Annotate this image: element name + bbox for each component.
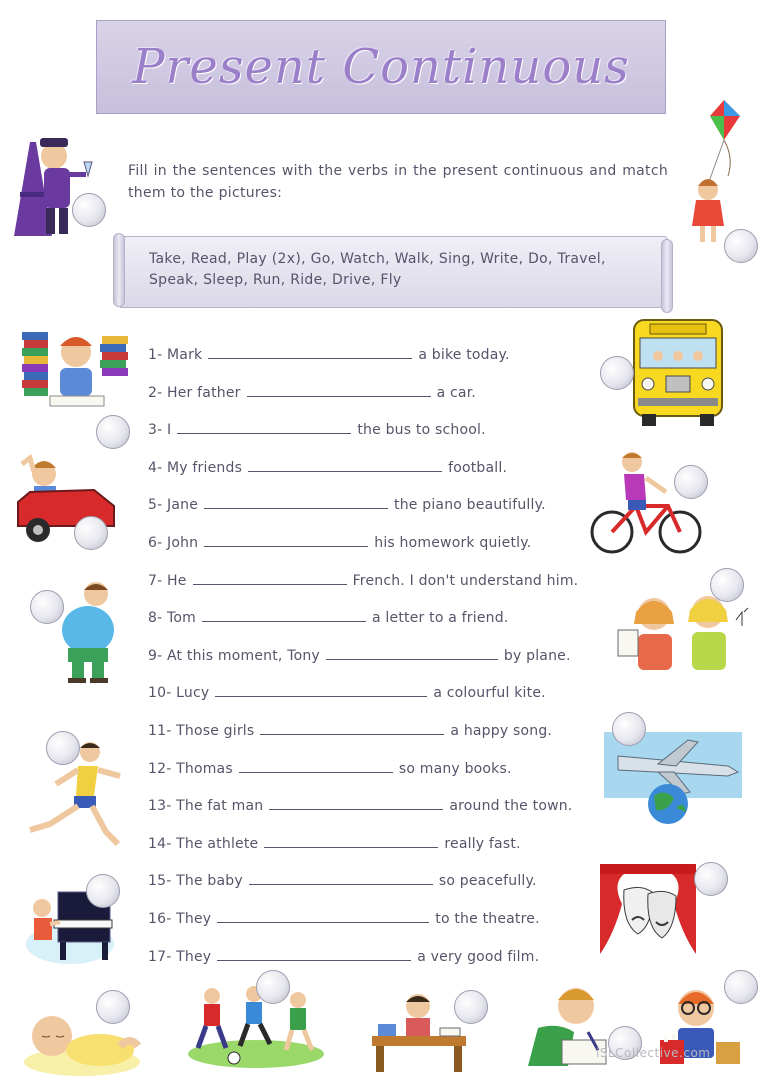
answer-blank[interactable] bbox=[249, 870, 433, 885]
match-circle[interactable] bbox=[600, 356, 634, 390]
match-circle[interactable] bbox=[72, 193, 106, 227]
title-banner bbox=[96, 20, 666, 114]
sentence-16 bbox=[148, 907, 618, 945]
match-circle[interactable] bbox=[724, 970, 758, 1004]
sentence-15 bbox=[148, 869, 618, 907]
word-bank-scroll bbox=[118, 236, 668, 308]
answer-blank[interactable] bbox=[247, 382, 431, 397]
answer-blank[interactable] bbox=[239, 758, 393, 773]
answer-blank[interactable] bbox=[248, 457, 442, 472]
sentence-suffix: a bike today. bbox=[418, 347, 510, 363]
fat-man-walking-illustration bbox=[60, 578, 116, 684]
sentence-3 bbox=[148, 418, 618, 456]
answer-blank[interactable] bbox=[217, 908, 429, 923]
sentence-suffix: the piano beautifully. bbox=[394, 497, 546, 514]
sentence-prefix: 12- Thomas bbox=[148, 760, 233, 777]
sentence-prefix: 4- My friends bbox=[148, 459, 243, 476]
answer-blank[interactable] bbox=[204, 532, 368, 547]
sentence-suffix: so peacefully. bbox=[438, 873, 537, 890]
sentence-prefix: 6- John bbox=[148, 534, 199, 551]
sentence-9 bbox=[148, 644, 618, 682]
sentence-prefix: 11- Those girls bbox=[148, 722, 255, 739]
sentence-suffix: really fast. bbox=[444, 835, 521, 852]
sentence-prefix: 2- Her father bbox=[148, 384, 241, 401]
sentence-prefix: 15- The baby bbox=[148, 873, 243, 890]
sentence-prefix: 14- The athlete bbox=[148, 835, 259, 852]
sentence-5 bbox=[148, 493, 618, 531]
sentence-4 bbox=[148, 456, 618, 494]
sentence-suffix: around the town. bbox=[449, 798, 573, 815]
answer-blank[interactable] bbox=[204, 494, 388, 509]
match-circle[interactable] bbox=[46, 731, 80, 765]
sentence-2 bbox=[148, 381, 618, 419]
match-circle[interactable] bbox=[74, 516, 108, 550]
sentence-prefix: 17- They bbox=[148, 948, 212, 965]
answer-blank[interactable] bbox=[326, 645, 498, 660]
answer-blank[interactable] bbox=[269, 795, 443, 810]
boy-reading-books-illustration bbox=[20, 322, 130, 412]
page-title: Present Continuous bbox=[132, 39, 630, 95]
sentence-prefix: 10- Lucy bbox=[148, 685, 210, 702]
instructions-text: Fill in the sentences with the verbs in the present continuous and match them to the pictures: bbox=[128, 163, 668, 201]
girl-with-kite-illustration bbox=[684, 98, 750, 248]
sentence-prefix: 9- At this moment, Tony bbox=[148, 647, 320, 664]
sentence-1 bbox=[148, 343, 618, 381]
sentence-suffix: a colourful kite. bbox=[433, 685, 546, 702]
sentence-prefix: 16- They bbox=[148, 910, 212, 927]
sentence-suffix: French. I don't understand him. bbox=[352, 572, 579, 589]
answer-blank[interactable] bbox=[193, 570, 347, 585]
match-circle[interactable] bbox=[96, 415, 130, 449]
match-circle[interactable] bbox=[612, 712, 646, 746]
sentence-suffix: by plane. bbox=[503, 647, 571, 664]
match-circle[interactable] bbox=[710, 568, 744, 602]
sentence-6 bbox=[148, 531, 618, 569]
sentence-prefix: 1- Mark bbox=[148, 347, 203, 363]
theatre-masks-illustration bbox=[600, 864, 696, 956]
sentence-list bbox=[148, 343, 618, 982]
school-bus-illustration bbox=[630, 316, 726, 428]
answer-blank[interactable] bbox=[202, 607, 366, 622]
sentence-prefix: 13- The fat man bbox=[148, 798, 264, 815]
answer-blank[interactable] bbox=[260, 720, 444, 735]
sentence-suffix: a letter to a friend. bbox=[372, 610, 509, 627]
match-circle[interactable] bbox=[86, 874, 120, 908]
sentence-suffix: a car. bbox=[436, 384, 477, 401]
answer-blank[interactable] bbox=[208, 344, 412, 359]
sentence-suffix: football. bbox=[448, 459, 508, 476]
watermark: iSLCollective.com bbox=[596, 1046, 711, 1060]
match-circle[interactable] bbox=[694, 862, 728, 896]
girls-singing-illustration bbox=[604, 590, 760, 678]
sentence-prefix: 5- Jane bbox=[148, 497, 199, 514]
sentence-prefix: 3- I bbox=[148, 422, 172, 439]
word-bank-text: Take, Read, Play (2x), Go, Watch, Walk, Sing, Write, Do, Travel, Speak, Sleep, Run, Ride, Drive, Fly bbox=[149, 251, 606, 288]
sentence-17 bbox=[148, 945, 618, 983]
sentence-14 bbox=[148, 832, 618, 870]
sentence-suffix: a very good film. bbox=[417, 948, 540, 965]
sentence-suffix: a happy song. bbox=[450, 722, 553, 739]
answer-blank[interactable] bbox=[264, 833, 438, 848]
answer-blank[interactable] bbox=[217, 946, 411, 961]
sentence-11 bbox=[148, 719, 618, 757]
sentence-suffix: the bus to school. bbox=[357, 422, 486, 439]
match-circle[interactable] bbox=[256, 970, 290, 1004]
sentence-prefix: 7- He bbox=[148, 572, 187, 589]
match-circle[interactable] bbox=[674, 465, 708, 499]
sentence-suffix: so many books. bbox=[398, 760, 512, 777]
match-circle[interactable] bbox=[724, 229, 758, 263]
sentence-10 bbox=[148, 681, 618, 719]
sentence-suffix: to the theatre. bbox=[435, 910, 540, 927]
kids-playing-football-illustration bbox=[186, 982, 326, 1070]
sentence-12 bbox=[148, 757, 618, 795]
sentence-prefix: 8- Tom bbox=[148, 610, 196, 627]
sentence-8 bbox=[148, 606, 618, 644]
sentence-13 bbox=[148, 794, 618, 832]
match-circle[interactable] bbox=[454, 990, 488, 1024]
match-circle[interactable] bbox=[96, 990, 130, 1024]
sentence-suffix: his homework quietly. bbox=[374, 534, 532, 551]
sentence-7 bbox=[148, 569, 618, 607]
answer-blank[interactable] bbox=[215, 682, 427, 697]
match-circle[interactable] bbox=[30, 590, 64, 624]
answer-blank[interactable] bbox=[177, 419, 351, 434]
